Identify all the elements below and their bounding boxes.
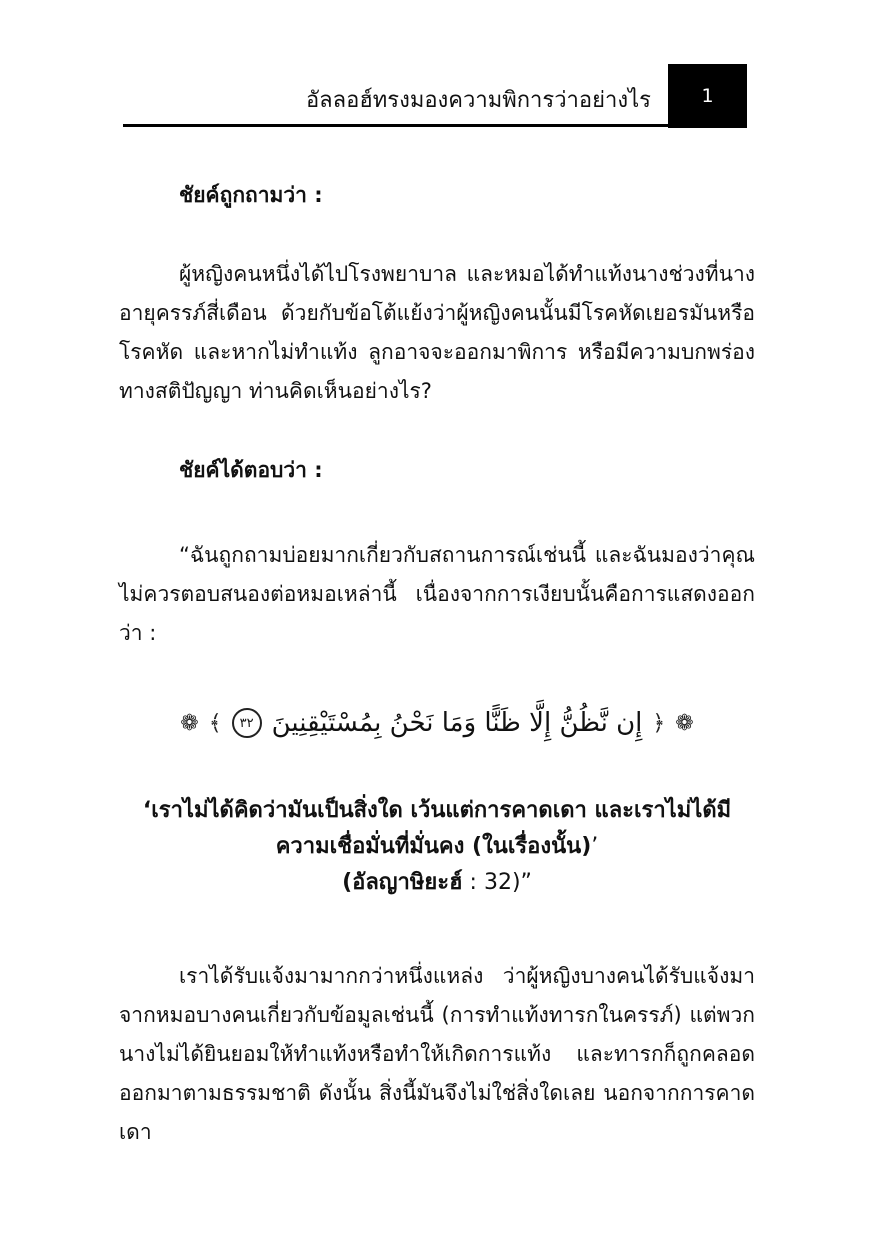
quran-verse xyxy=(119,693,755,753)
question-heading: ชัยค์ถูกถามว่า : xyxy=(179,183,323,207)
page-number: 1 xyxy=(701,85,714,107)
page-number-box xyxy=(668,64,747,128)
answer-heading: ชัยค์ได้ตอบว่า : xyxy=(179,458,323,482)
ayah-marker: ٣٢ xyxy=(232,708,262,738)
spacer xyxy=(119,490,755,536)
translation-line-2-text: ความเชื่อมั่นที่มั่นคง (ในเรื่องนั้น) xyxy=(275,834,592,859)
translation-line-1: ‘เราไม่ได้คิดว่ามันเป็นสิ่งใด เว้นแต่การคาดเดา และเราไม่ได้มี xyxy=(142,798,732,823)
page-header-title: อัลลอฮ์ทรงมองความพิการว่าอย่างไร xyxy=(305,88,651,113)
verse-ornament-icon: ❁ xyxy=(675,710,694,736)
spacer xyxy=(119,653,755,693)
header-rule xyxy=(123,124,673,127)
opening-bracket: ﴿ xyxy=(652,710,666,736)
spacer xyxy=(119,411,755,451)
spacer xyxy=(119,753,755,793)
page-content xyxy=(119,176,755,1152)
verse-reference xyxy=(119,865,755,901)
verse-ornament-icon: ❁ xyxy=(180,710,199,736)
spacer xyxy=(119,215,755,255)
question-paragraph: ผู้หญิงคนหนึ่งได้ไปโรงพยาบาล และหมอได้ทำแท้งนางช่วงที่นางอายุครรภ์สี่เดือน ด้วยกับข้อโต้แย้งว่าผู้หญิงคนนั้นมีโรคหัดเยอรมันหรือโรคหัด และหากไม่ทำแท้ง ลูกอาจจะออกมาพิการ หรือมีความบกพร่องทางสติปัญญา ท่านคิดเห็นอย่างไร? xyxy=(119,262,755,403)
closing-bracket: ﴾ xyxy=(208,710,222,736)
closing-paragraph: เราได้รับแจ้งมามากกว่าหนึ่งแหล่ง ว่าผู้หญิงบางคนได้รับแจ้งมาจากหมอบางคนเกี่ยวกับข้อมูลเช่นนี้ (การทำแท้งทารกในครรภ์) แต่พวกนางไม่ได้ยินยอมให้ทำแท้งหรือทำให้เกิดการแท้ง และทารกก็ถูกคลอดออกมาตามธรรมชาติ ดังนั้น สิ่งนี้มันจึงไม่ใช่สิ่งใดเลย นอกจากการคาดเดา xyxy=(119,964,755,1144)
translation-close-quote: ’ xyxy=(591,834,599,859)
verse-number: : 32)” xyxy=(462,870,532,895)
surah-name: (อัลญาษิยะฮ์ xyxy=(342,870,463,895)
answer-paragraph: “ฉันถูกถามบ่อยมากเกี่ยวกับสถานการณ์เช่นนี้ และฉันมองว่าคุณไม่ควรตอบสนองต่อหมอเหล่านี้ เนื่องจากการเงียบนั้นคือการแสดงออกว่า : xyxy=(119,543,755,645)
arabic-verse-text: إِن نَّظُنُّ إِلَّا ظَنًّا وَمَا نَحْنُ بِمُسْتَيْقِنِينَ xyxy=(271,707,643,738)
spacer xyxy=(119,901,755,957)
translation-line-2 xyxy=(119,829,755,865)
